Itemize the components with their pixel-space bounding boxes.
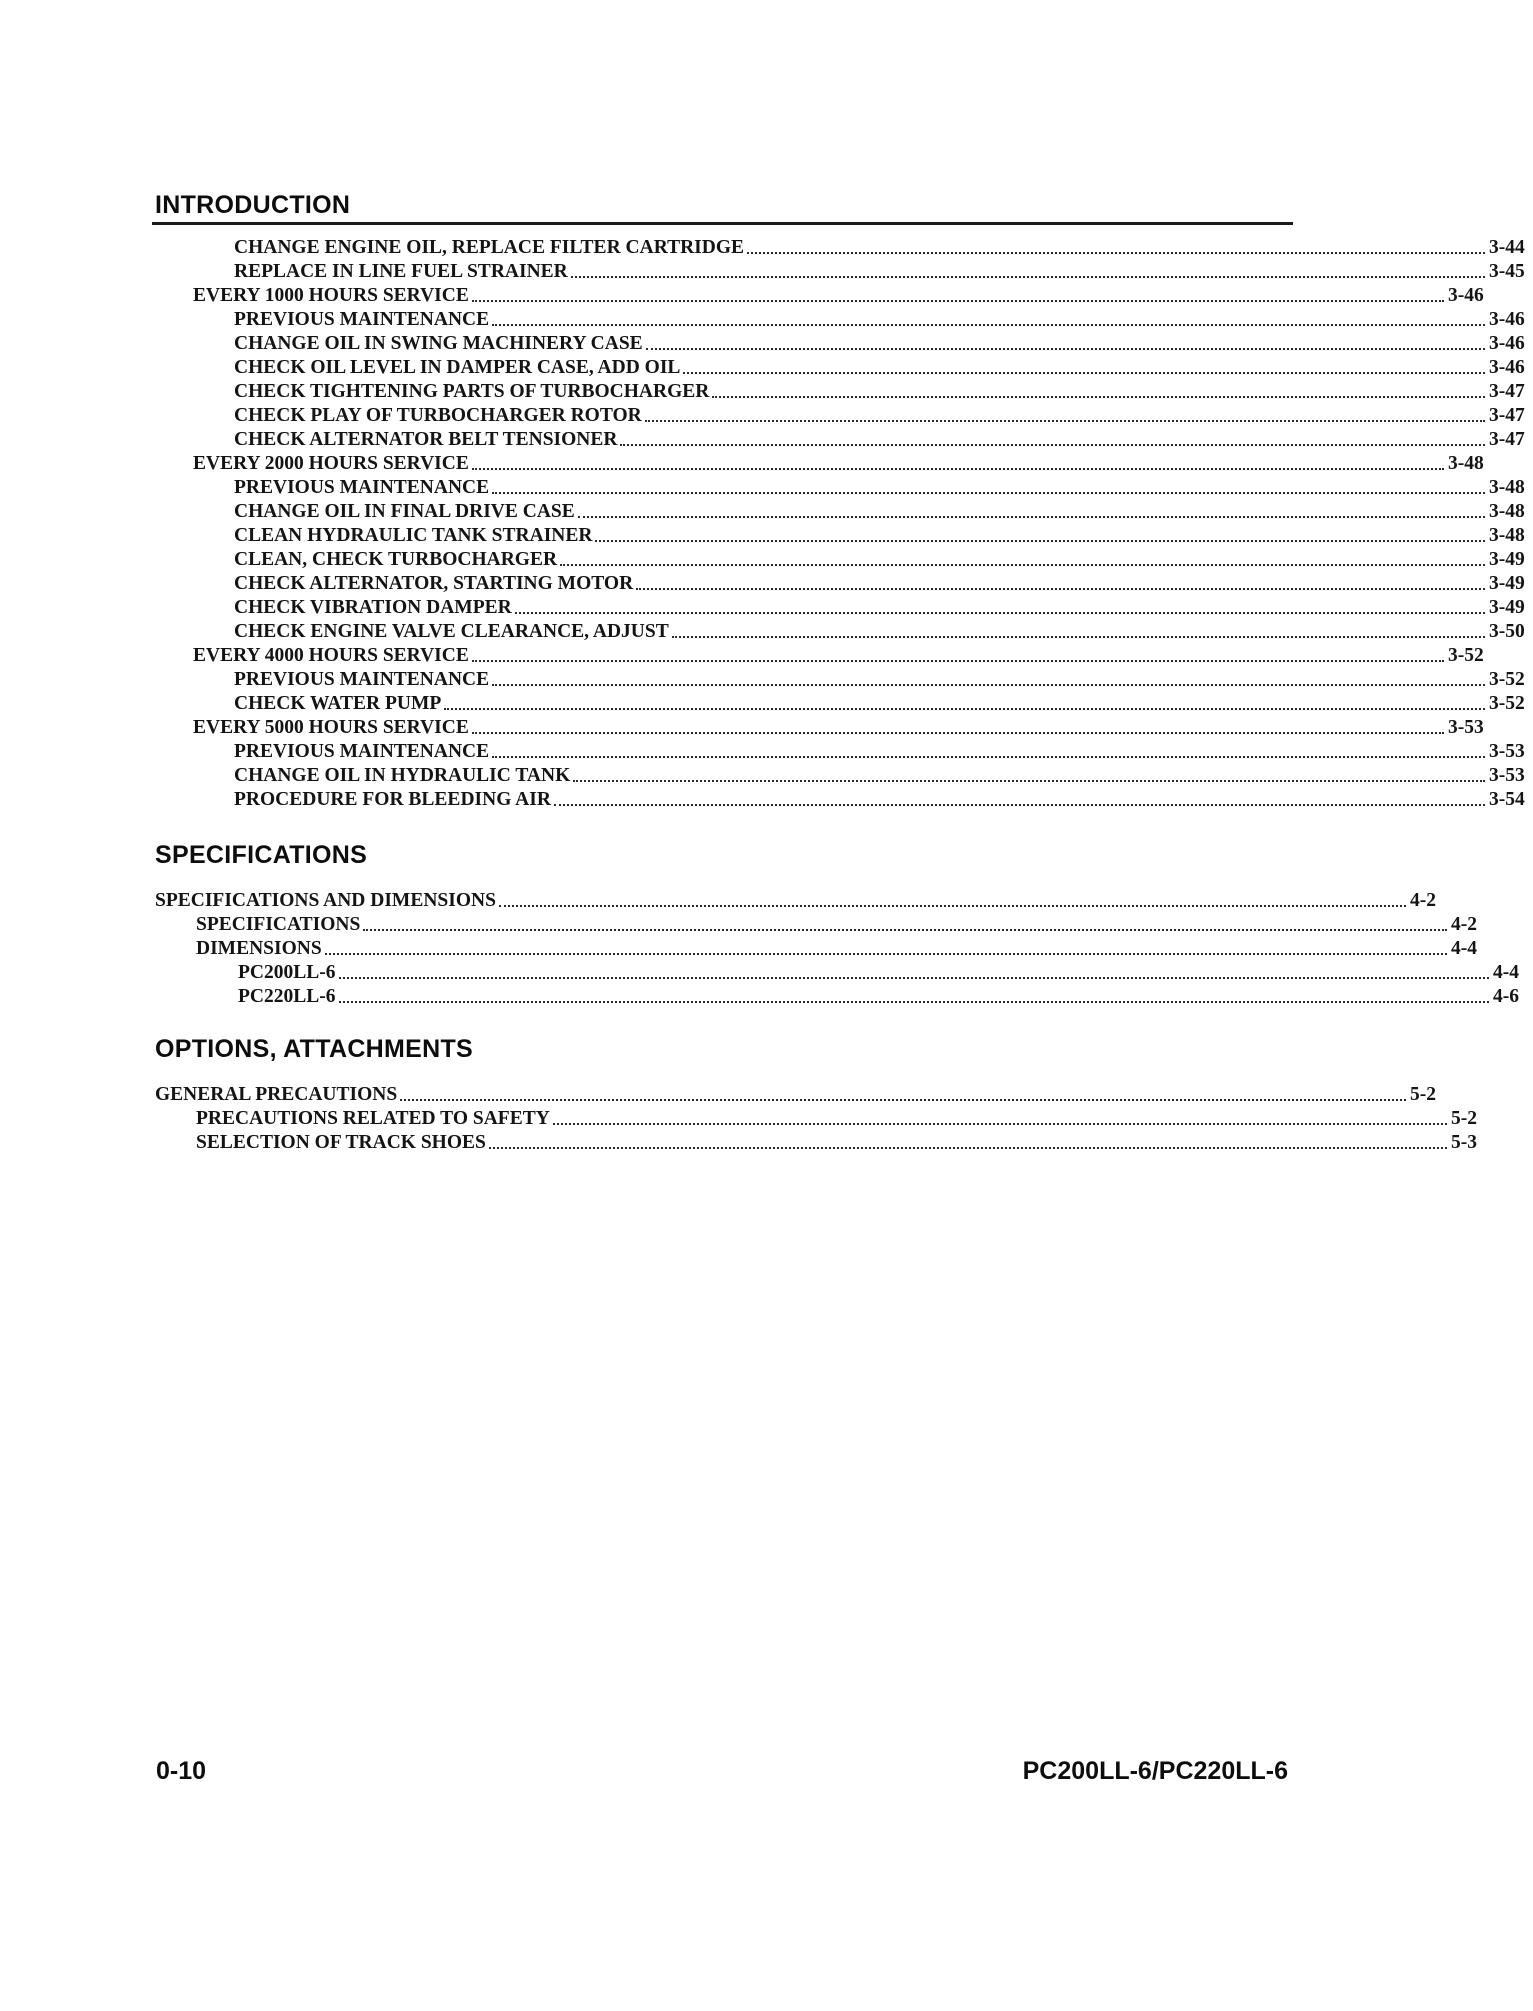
dot-leader [672,636,1485,638]
dot-leader [646,348,1485,350]
dot-leader [492,756,1485,758]
toc-entry [0,403,1529,427]
toc-entry-title: PREVIOUS MAINTENANCE [234,669,492,691]
toc-entry-title: CHECK VIBRATION DAMPER [234,597,515,619]
toc-entry-page: 4-2 [1410,890,1436,911]
toc-entry [0,523,1529,547]
toc-entry-title: PREVIOUS MAINTENANCE [234,477,492,499]
dot-leader [636,588,1485,590]
toc-entry-page: 4-4 [1493,962,1519,983]
toc-entry-title: REPLACE IN LINE FUEL STRAINER [234,261,571,283]
toc-entry-title: CHECK OIL LEVEL IN DAMPER CASE, ADD OIL [234,357,683,379]
toc-entry-page: 3-48 [1448,453,1484,474]
toc-entry-page: 3-50 [1489,621,1525,642]
toc-entry [0,451,1488,475]
toc-entry-title: CHECK ENGINE VALVE CLEARANCE, ADJUST [234,621,672,643]
toc-entry [0,571,1529,595]
toc-entry-page: 3-49 [1489,573,1525,594]
toc-entry-page: 3-44 [1489,237,1525,258]
dot-leader [363,929,1447,931]
dot-leader [472,300,1444,302]
toc-entry-page: 3-47 [1489,381,1525,402]
toc-entry-page: 3-46 [1489,357,1525,378]
toc-entry [0,715,1488,739]
toc-entry-title: PC200LL-6 [238,962,339,984]
dot-leader [492,492,1485,494]
toc-entry [0,427,1529,451]
dot-leader [325,953,1447,955]
toc-entry [0,331,1529,355]
toc-entry-title: CHANGE OIL IN FINAL DRIVE CASE [234,501,578,523]
toc-entry-page: 4-2 [1451,914,1477,935]
dot-leader [645,420,1485,422]
section-title-specifications: SPECIFICATIONS [155,841,368,869]
toc-entry-page: 4-4 [1451,938,1477,959]
toc-entry-title: CHANGE OIL IN SWING MACHINERY CASE [234,333,646,355]
toc-entry-title: PC220LL-6 [238,986,339,1008]
footer-model: PC200LL-6/PC220LL-6 [1022,1757,1288,1785]
dot-leader [553,1123,1447,1125]
footer-page-number: 0-10 [156,1757,207,1785]
toc-entry-page: 3-49 [1489,549,1525,570]
section-title-options-attachments: OPTIONS, ATTACHMENTS [155,1035,474,1063]
toc-entry-title: PREVIOUS MAINTENANCE [234,741,492,763]
toc-entry-page: 3-45 [1489,261,1525,282]
dot-leader [472,732,1444,734]
toc-entry-page: 3-52 [1489,693,1525,714]
toc-entry-title: CHECK ALTERNATOR, STARTING MOTOR [234,573,636,595]
toc-entry [0,619,1529,643]
toc-entry [0,643,1488,667]
dot-leader [499,905,1406,907]
toc-entry-page: 3-49 [1489,597,1525,618]
toc-entry-title: GENERAL PRECAUTIONS [155,1084,400,1106]
dot-leader [515,612,1485,614]
toc-entry [0,984,1533,1008]
toc-entry-title: EVERY 4000 HOURS SERVICE [193,645,472,667]
toc-entry [0,379,1529,403]
toc-entry [0,763,1529,787]
toc-entry [0,936,1491,960]
toc-entry-title: CHECK WATER PUMP [234,693,444,715]
dot-leader [472,660,1444,662]
dot-leader [595,540,1485,542]
dot-leader [571,276,1485,278]
toc-entry [0,499,1529,523]
toc-entry [0,739,1529,763]
toc-entry-page: 3-53 [1489,765,1525,786]
toc-entry-page: 3-52 [1448,645,1484,666]
dot-leader [747,252,1485,254]
dot-leader [554,804,1485,806]
toc-entry-page: 5-2 [1451,1108,1477,1129]
toc-entry [0,912,1491,936]
toc-entry-title: PREVIOUS MAINTENANCE [234,309,492,331]
dot-leader [472,468,1444,470]
toc-entry-title: CLEAN, CHECK TURBOCHARGER [234,549,560,571]
toc-entry-page: 3-46 [1489,333,1525,354]
toc-list-introduction [0,235,1525,811]
toc-entry-title: EVERY 1000 HOURS SERVICE [193,285,472,307]
dot-leader [492,684,1485,686]
toc-entry-title: CHANGE ENGINE OIL, REPLACE FILTER CARTRIDGE [234,237,747,259]
toc-list-options [0,1082,1477,1154]
toc-entry-title: CHANGE OIL IN HYDRAULIC TANK [234,765,573,787]
toc-entry-title: EVERY 5000 HOURS SERVICE [193,717,472,739]
dot-leader [444,708,1485,710]
dot-leader [573,780,1485,782]
toc-entry-title: PROCEDURE FOR BLEEDING AIR [234,789,554,811]
toc-entry-page: 3-54 [1489,789,1525,810]
toc-entry [0,691,1529,715]
toc-entry [0,888,1450,912]
toc-entry-title: CLEAN HYDRAULIC TANK STRAINER [234,525,595,547]
toc-entry-page: 3-48 [1489,525,1525,546]
section-title-introduction: INTRODUCTION [155,191,351,219]
toc-entry-page: 3-53 [1489,741,1525,762]
toc-entry-page: 3-48 [1489,501,1525,522]
dot-leader [339,977,1490,979]
dot-leader [339,1001,1490,1003]
dot-leader [683,372,1485,374]
toc-entry-page: 3-47 [1489,405,1525,426]
toc-entry [0,235,1529,259]
dot-leader [489,1147,1447,1149]
toc-entry [0,355,1529,379]
toc-entry [0,1106,1491,1130]
toc-entry-title: PRECAUTIONS RELATED TO SAFETY [196,1108,553,1130]
toc-list-specifications [0,888,1519,1008]
toc-entry-page: 5-3 [1451,1132,1477,1153]
toc-entry-title: CHECK ALTERNATOR BELT TENSIONER [234,429,620,451]
toc-entry-title: EVERY 2000 HOURS SERVICE [193,453,472,475]
toc-entry [0,307,1529,331]
toc-entry [0,547,1529,571]
toc-entry [0,475,1529,499]
toc-entry-title: DIMENSIONS [196,938,325,960]
toc-entry [0,283,1488,307]
toc-entry-page: 4-6 [1493,986,1519,1007]
toc-entry-page: 3-47 [1489,429,1525,450]
toc-entry-page: 3-48 [1489,477,1525,498]
dot-leader [620,444,1485,446]
toc-entry-page: 3-46 [1489,309,1525,330]
toc-entry [0,1082,1450,1106]
toc-entry-title: SPECIFICATIONS [196,914,363,936]
toc-entry [0,667,1529,691]
dot-leader [492,324,1485,326]
toc-entry-page: 3-46 [1448,285,1484,306]
toc-entry [0,259,1529,283]
toc-entry [0,1130,1491,1154]
dot-leader [400,1099,1406,1101]
toc-entry-page: 3-52 [1489,669,1525,690]
dot-leader [578,516,1485,518]
dot-leader [712,396,1485,398]
toc-entry-title: CHECK TIGHTENING PARTS OF TURBOCHARGER [234,381,712,403]
toc-entry [0,787,1529,811]
toc-entry-page: 3-53 [1448,717,1484,738]
toc-entry [0,960,1533,984]
toc-entry-title: SELECTION OF TRACK SHOES [196,1132,489,1154]
dot-leader [560,564,1485,566]
toc-entry-page: 5-2 [1410,1084,1436,1105]
toc-entry-title: SPECIFICATIONS AND DIMENSIONS [155,890,499,912]
section-rule [152,222,1293,225]
toc-entry [0,595,1529,619]
toc-entry-title: CHECK PLAY OF TURBOCHARGER ROTOR [234,405,645,427]
